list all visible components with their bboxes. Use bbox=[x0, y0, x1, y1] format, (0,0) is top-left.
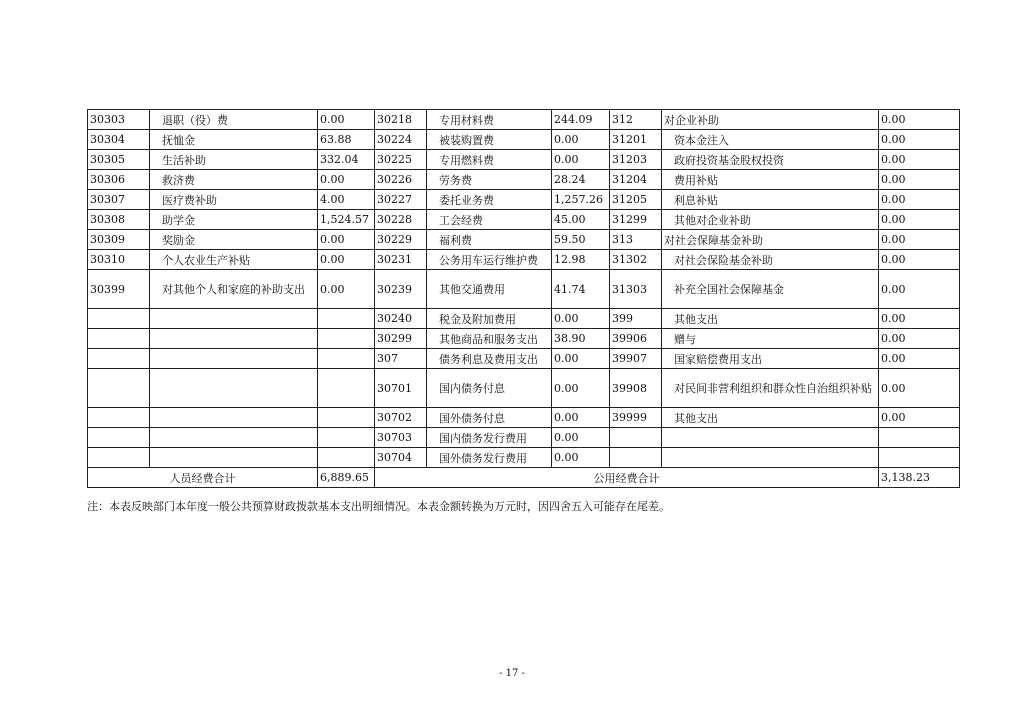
cell-code-2: 30229 bbox=[375, 230, 427, 250]
cell-code-2: 307 bbox=[375, 349, 427, 369]
table-row bbox=[88, 369, 960, 408]
cell-value-3: 0.00 bbox=[879, 170, 960, 190]
cell-name-3: 其他支出 bbox=[662, 408, 879, 428]
cell-code-2: 30231 bbox=[375, 250, 427, 270]
cell-name-3: 对民间非营利组织和群众性自治组织补贴 bbox=[662, 369, 879, 408]
cell-value-1 bbox=[318, 448, 375, 468]
cell-code-1: 30306 bbox=[88, 170, 150, 190]
cell-code-3: 31205 bbox=[610, 190, 662, 210]
cell-value-3: 0.00 bbox=[879, 349, 960, 369]
cell-value-1 bbox=[318, 408, 375, 428]
page-number: - 17 - bbox=[499, 668, 525, 679]
cell-value-2: 244.09 bbox=[552, 110, 610, 130]
cell-code-1: 30307 bbox=[88, 190, 150, 210]
table-row bbox=[88, 110, 960, 130]
cell-code-1: 30310 bbox=[88, 250, 150, 270]
cell-code-1: 30304 bbox=[88, 130, 150, 150]
cell-value-2: 28.24 bbox=[552, 170, 610, 190]
cell-code-2: 30228 bbox=[375, 210, 427, 230]
cell-value-3 bbox=[879, 428, 960, 448]
cell-value-3: 0.00 bbox=[879, 369, 960, 408]
table-row bbox=[88, 150, 960, 170]
cell-code-3: 39999 bbox=[610, 408, 662, 428]
cell-name-2: 国外债务付息 bbox=[427, 408, 552, 428]
cell-name-2: 国内债务发行费用 bbox=[427, 428, 552, 448]
cell-code-2: 30701 bbox=[375, 369, 427, 408]
cell-value-1: 0.00 bbox=[318, 250, 375, 270]
cell-value-3: 0.00 bbox=[879, 150, 960, 170]
cell-code-3: 31302 bbox=[610, 250, 662, 270]
cell-name-2: 劳务费 bbox=[427, 170, 552, 190]
table-row bbox=[88, 448, 960, 468]
cell-value-2: 0.00 bbox=[552, 428, 610, 448]
cell-value-3 bbox=[879, 448, 960, 468]
cell-code-1 bbox=[88, 349, 150, 369]
cell-code-1 bbox=[88, 408, 150, 428]
totals-row bbox=[88, 468, 960, 488]
cell-code-1 bbox=[88, 448, 150, 468]
cell-value-2: 1,257.26 bbox=[552, 190, 610, 210]
cell-code-2: 30703 bbox=[375, 428, 427, 448]
cell-value-1 bbox=[318, 369, 375, 408]
cell-value-1: 63.88 bbox=[318, 130, 375, 150]
cell-name-1 bbox=[150, 428, 318, 448]
cell-name-1: 个人农业生产补贴 bbox=[150, 250, 318, 270]
cell-code-2: 30239 bbox=[375, 270, 427, 309]
cell-name-3: 赠与 bbox=[662, 329, 879, 349]
cell-name-1 bbox=[150, 329, 318, 349]
table-row bbox=[88, 170, 960, 190]
cell-value-1: 0.00 bbox=[318, 110, 375, 130]
cell-name-3: 对社会保险基金补助 bbox=[662, 250, 879, 270]
cell-name-2: 国外债务发行费用 bbox=[427, 448, 552, 468]
cell-name-1: 奖励金 bbox=[150, 230, 318, 250]
cell-code-2: 30226 bbox=[375, 170, 427, 190]
cell-name-3: 国家赔偿费用支出 bbox=[662, 349, 879, 369]
cell-name-1 bbox=[150, 408, 318, 428]
cell-value-1: 4.00 bbox=[318, 190, 375, 210]
cell-code-3 bbox=[610, 448, 662, 468]
cell-name-2: 专用燃料费 bbox=[427, 150, 552, 170]
cell-value-2: 45.00 bbox=[552, 210, 610, 230]
cell-value-1 bbox=[318, 309, 375, 329]
personnel-total-label: 人员经费合计 bbox=[88, 468, 318, 488]
table-row bbox=[88, 349, 960, 369]
cell-value-3: 0.00 bbox=[879, 190, 960, 210]
cell-code-3: 312 bbox=[610, 110, 662, 130]
cell-name-3: 其他对企业补助 bbox=[662, 210, 879, 230]
table-row bbox=[88, 230, 960, 250]
cell-name-3: 补充全国社会保障基金 bbox=[662, 270, 879, 309]
personnel-total-value: 6,889.65 bbox=[318, 468, 375, 488]
cell-name-3: 政府投资基金股权投资 bbox=[662, 150, 879, 170]
cell-code-1: 30309 bbox=[88, 230, 150, 250]
cell-value-1 bbox=[318, 349, 375, 369]
cell-value-2: 0.00 bbox=[552, 448, 610, 468]
cell-value-1: 0.00 bbox=[318, 170, 375, 190]
cell-value-1: 1,524.57 bbox=[318, 210, 375, 230]
cell-value-2: 12.98 bbox=[552, 250, 610, 270]
cell-code-3: 39908 bbox=[610, 369, 662, 408]
cell-name-2: 国内债务付息 bbox=[427, 369, 552, 408]
cell-name-2: 税金及附加费用 bbox=[427, 309, 552, 329]
cell-name-1: 助学金 bbox=[150, 210, 318, 230]
cell-name-3: 对企业补助 bbox=[662, 110, 879, 130]
cell-code-3: 31203 bbox=[610, 150, 662, 170]
cell-name-2: 福利费 bbox=[427, 230, 552, 250]
table-body bbox=[88, 110, 960, 468]
cell-value-3: 0.00 bbox=[879, 130, 960, 150]
cell-name-1 bbox=[150, 349, 318, 369]
cell-name-1: 退职（役）费 bbox=[150, 110, 318, 130]
cell-code-3: 31303 bbox=[610, 270, 662, 309]
cell-name-3: 费用补贴 bbox=[662, 170, 879, 190]
table-row bbox=[88, 309, 960, 329]
cell-code-1: 30399 bbox=[88, 270, 150, 309]
cell-value-2: 0.00 bbox=[552, 130, 610, 150]
cell-code-2: 30218 bbox=[375, 110, 427, 130]
cell-value-1 bbox=[318, 428, 375, 448]
table-row bbox=[88, 210, 960, 230]
expenditure-detail-table bbox=[87, 109, 960, 488]
cell-name-1 bbox=[150, 448, 318, 468]
cell-name-2: 其他商品和服务支出 bbox=[427, 329, 552, 349]
cell-name-3 bbox=[662, 428, 879, 448]
cell-value-2: 38.90 bbox=[552, 329, 610, 349]
cell-code-3: 313 bbox=[610, 230, 662, 250]
cell-code-3: 399 bbox=[610, 309, 662, 329]
cell-name-1 bbox=[150, 309, 318, 329]
cell-name-2: 公务用车运行维护费 bbox=[427, 250, 552, 270]
cell-name-1: 医疗费补助 bbox=[150, 190, 318, 210]
cell-value-3: 0.00 bbox=[879, 309, 960, 329]
cell-name-2: 委托业务费 bbox=[427, 190, 552, 210]
cell-name-1: 生活补助 bbox=[150, 150, 318, 170]
cell-value-1: 0.00 bbox=[318, 270, 375, 309]
cell-name-3 bbox=[662, 448, 879, 468]
cell-value-2: 0.00 bbox=[552, 309, 610, 329]
cell-value-3: 0.00 bbox=[879, 408, 960, 428]
table-row bbox=[88, 428, 960, 448]
cell-value-2: 0.00 bbox=[552, 369, 610, 408]
cell-code-3: 31204 bbox=[610, 170, 662, 190]
cell-value-3: 0.00 bbox=[879, 230, 960, 250]
cell-name-1: 抚恤金 bbox=[150, 130, 318, 150]
cell-code-3: 31201 bbox=[610, 130, 662, 150]
cell-value-2: 0.00 bbox=[552, 408, 610, 428]
table-row bbox=[88, 190, 960, 210]
cell-value-2: 41.74 bbox=[552, 270, 610, 309]
cell-value-1: 332.04 bbox=[318, 150, 375, 170]
cell-value-2: 0.00 bbox=[552, 150, 610, 170]
cell-name-2: 专用材料费 bbox=[427, 110, 552, 130]
table-row bbox=[88, 270, 960, 309]
cell-value-1 bbox=[318, 329, 375, 349]
cell-code-1 bbox=[88, 428, 150, 448]
public-total-value: 3,138.23 bbox=[879, 468, 960, 488]
table-row bbox=[88, 329, 960, 349]
cell-code-1: 30305 bbox=[88, 150, 150, 170]
cell-name-3: 其他支出 bbox=[662, 309, 879, 329]
cell-value-3: 0.00 bbox=[879, 250, 960, 270]
cell-code-2: 30240 bbox=[375, 309, 427, 329]
table-row bbox=[88, 408, 960, 428]
table-row bbox=[88, 130, 960, 150]
cell-value-2: 59.50 bbox=[552, 230, 610, 250]
cell-code-3 bbox=[610, 428, 662, 448]
cell-value-3: 0.00 bbox=[879, 210, 960, 230]
cell-code-2: 30225 bbox=[375, 150, 427, 170]
cell-code-1: 30308 bbox=[88, 210, 150, 230]
cell-code-2: 30224 bbox=[375, 130, 427, 150]
cell-code-1 bbox=[88, 329, 150, 349]
cell-value-3: 0.00 bbox=[879, 329, 960, 349]
cell-name-1: 对其他个人和家庭的补助支出 bbox=[150, 270, 318, 309]
cell-name-3: 对社会保障基金补助 bbox=[662, 230, 879, 250]
cell-name-2: 债务利息及费用支出 bbox=[427, 349, 552, 369]
cell-code-2: 30299 bbox=[375, 329, 427, 349]
cell-code-3: 39906 bbox=[610, 329, 662, 349]
cell-code-1: 30303 bbox=[88, 110, 150, 130]
cell-name-1: 救济费 bbox=[150, 170, 318, 190]
cell-value-2: 0.00 bbox=[552, 349, 610, 369]
public-total-label: 公用经费合计 bbox=[375, 468, 879, 488]
cell-code-1 bbox=[88, 369, 150, 408]
cell-code-3: 31299 bbox=[610, 210, 662, 230]
cell-code-2: 30704 bbox=[375, 448, 427, 468]
cell-value-3: 0.00 bbox=[879, 270, 960, 309]
cell-code-2: 30702 bbox=[375, 408, 427, 428]
cell-name-2: 其他交通费用 bbox=[427, 270, 552, 309]
cell-name-2: 工会经费 bbox=[427, 210, 552, 230]
cell-value-3: 0.00 bbox=[879, 110, 960, 130]
cell-code-3: 39907 bbox=[610, 349, 662, 369]
table-row bbox=[88, 250, 960, 270]
cell-name-1 bbox=[150, 369, 318, 408]
cell-value-1: 0.00 bbox=[318, 230, 375, 250]
cell-name-3: 资本金注入 bbox=[662, 130, 879, 150]
cell-code-1 bbox=[88, 309, 150, 329]
cell-code-2: 30227 bbox=[375, 190, 427, 210]
cell-name-3: 利息补贴 bbox=[662, 190, 879, 210]
cell-name-2: 被装购置费 bbox=[427, 130, 552, 150]
table-note: 注：本表反映部门本年度一般公共预算财政拨款基本支出明细情况。本表金额转换为万元时，因四舍五入可能存在尾差。 bbox=[87, 500, 670, 513]
